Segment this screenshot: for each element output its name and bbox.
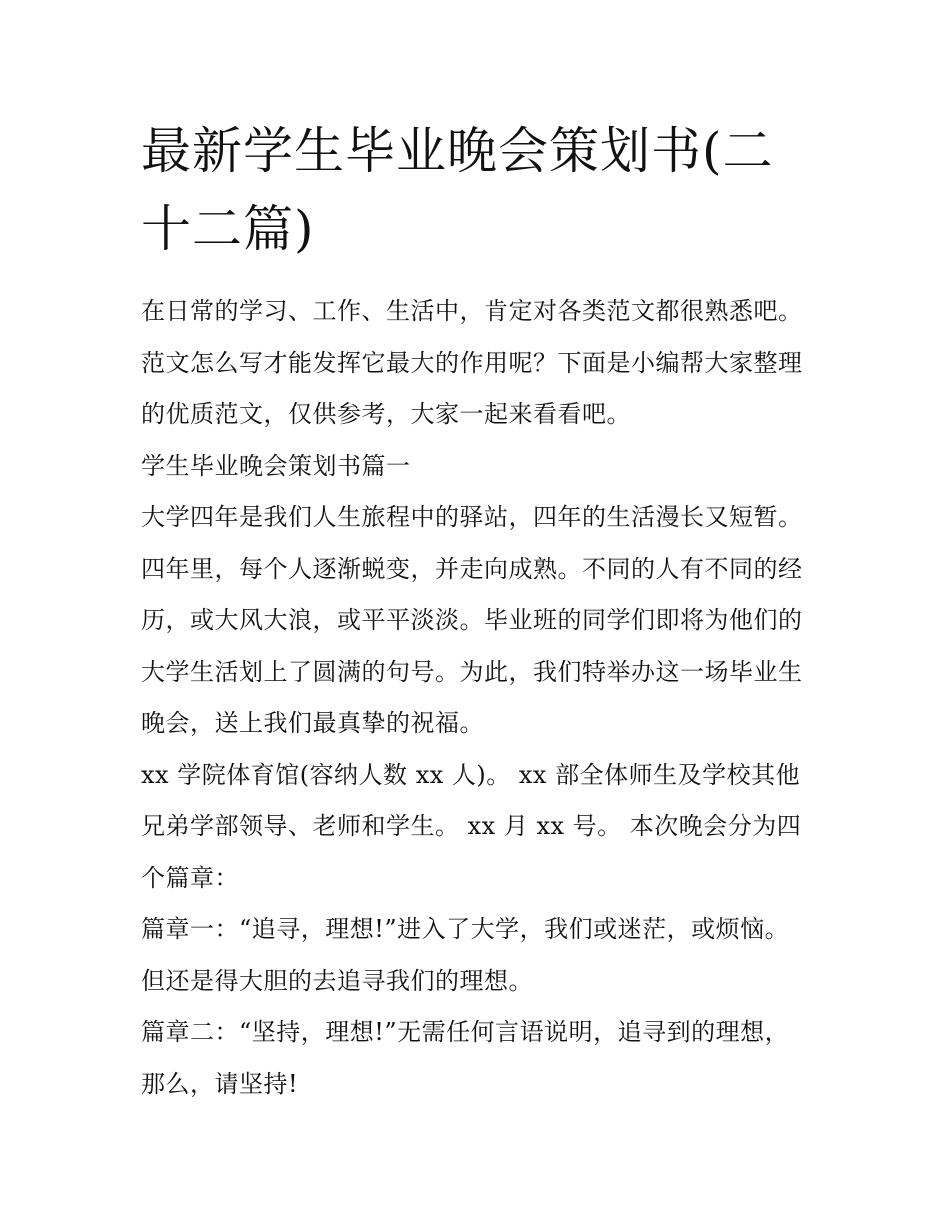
document-body xyxy=(141,286,813,1110)
document-page xyxy=(141,112,813,1110)
intro-paragraph: 在日常的学习、工作、生活中，肯定对各类范文都很熟悉吧。范文怎么写才能发挥它最大的作用呢？下面是小编帮大家整理的优质范文，仅供参考，大家一起来看看吧。 xyxy=(141,297,803,428)
document-title: 最新学生毕业晚会策划书(二十二篇) xyxy=(141,122,774,258)
background-paragraph: 大学四年是我们人生旅程中的驿站，四年的生活漫长又短暂。四年里，每个人逐渐蜕变，并走向成熟。不同的人有不同的经历，或大风大浪，或平平淡淡。毕业班的同学们即将为他们的大学生活划上了圆满的句号。为此，我们特举办这一场毕业生晚会，送上我们最真挚的祝福。 xyxy=(141,503,803,737)
section-heading: 学生毕业晚会策划书篇一 xyxy=(141,451,411,480)
venue-paragraph: xx 学院体育馆(容纳人数 xx 人)。 xx 部全体师生及学校其他兄弟学部领导、老师和学生。 xx 月 xx 号。 本次晚会分为四个篇章： xyxy=(141,760,802,892)
chapter-two-paragraph: 篇章二：“坚持，理想!”无需任何言语说明，追寻到的理想，那么，请坚持! xyxy=(141,1018,790,1098)
chapter-one-paragraph: 篇章一：“追寻，理想!”进入了大学，我们或迷茫，或烦恼。但还是得大胆的去追寻我们的理想。 xyxy=(141,915,790,995)
